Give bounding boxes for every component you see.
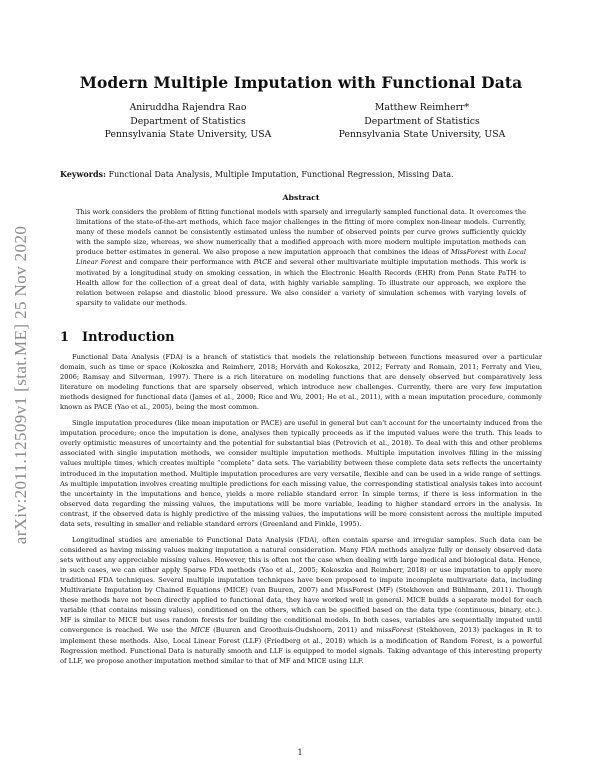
- keywords: [60, 169, 542, 180]
- author-university: Pennsylvania State University, USA: [338, 129, 506, 140]
- arxiv-identifier: [6, 200, 36, 570]
- introduction-body: [60, 352, 542, 671]
- pace-term: PACE: [253, 258, 273, 267]
- author-department: Department of Statistics: [130, 115, 246, 127]
- keywords-label: Keywords:: [60, 169, 107, 179]
- paragraph: Functional Data Analysis (FDA) is a branch of statistics that models the relationship between functions measured over a particular domain, such as time or space (Kokoszka and Reimherr, 2018; Horváth and Kokoszka, 2012; Ferraty and Romain, 2011; Ferraty and Vieu, 2006; Ramsay and Silverman, 1997). There is a rich literature on modeling functions that are densely observed but comparatively less literature on modeling functions that are sparsely observed, which introduce new challenges. Currently, there are very few imputation methods designed for functional data (James et al., 2000; Rice and Wu, 2001; He et al., 2011), with a mean imputation procedure, commonly known as PACE (Yao et al., 2005), being the most common.: [60, 353, 542, 412]
- section-title: Introduction: [82, 330, 175, 345]
- paper-title: Modern Multiple Imputation with Functional Data: [79, 73, 523, 92]
- keywords-text: Functional Data Analysis, Multiple Imputation, Functional Regression, Missing Data.: [108, 170, 454, 179]
- author-name: Aniruddha Rajendra Rao: [129, 102, 247, 113]
- abstract-heading: Abstract: [282, 193, 320, 202]
- missforest-package-term: missForest: [376, 626, 413, 635]
- arxiv-id-text: arXiv:2011.12509v1 [stat.ME] 25 Nov 2020: [11, 225, 30, 545]
- missforest-term: MissForest: [450, 248, 488, 257]
- paragraph: Longitudinal studies are amenable to Functional Data Analysis (FDA), often contain sparse and irregular samples. Such data can be considered as having missing values making imputation a natural consideration. Many FDA methods analyze fully or densely observed data sets without any appreciable missing values. However, this is often not the case when dealing with large medical and biological data. Hence, in such cases, we can either apply Sparse FDA methods (Yao et al., 2005; Kokoszka and Reimherr, 2018) or use imputation to apply more traditional FDA techniques. Several multiple imputation techniques have been proposed to impute incomplete multivariate data, including Multivariate Imputation by Chained Equations (MICE) (van Buuren, 2007) and MissForest (MF) (Stekhoven and Bühlmann, 2011). Though these methods have not been directly applied to functional data, they have worked well in general. MICE builds a separate model for each variable (that contains missing values), conditioned on the others, which can be specified based on the data type (continuous, binary, etc.). MF is similar to MICE but uses random forests for building the conditional models. In both cases, variables are sequentially imputed until convergence is reached. We use the MICE (Buuren and Groothuis-Oudshoorn, 2011) and missForest (Stekhoven, 2013) packages in R to implement these methods. Also, Local Linear Forest (LLF) (Friedberg et al., 2018) which is a modification of Random Forest, is a powerful Regression method. Functional Data is naturally smooth and LLF is equipped to model signals. Taking advantage of this interesting property of LLF, we propose another imputation method similar to that of MF and MICE using LLF.: [60, 535, 542, 665]
- author-name: Matthew Reimherr*: [374, 102, 470, 113]
- page-number: 1: [297, 748, 303, 757]
- mice-term: MICE: [190, 626, 210, 635]
- author-2: [322, 101, 522, 142]
- abstract-text: This work considers the problem of fitting functional models with sparsely and irregularly sampled functional data. It overcomes the limitations of the state-of-the-art methods, which face major challenges in the fitting of more complex non-linear models. Currently, many of these models cannot be consistently estimated unless the number of observed points per curve grows sufficiently quickly with the sample size, whereas, we show numerically that a modified approach with more modern multiple imputation methods can produce better estimates in general. We also propose a new imputation approach that combines the ideas of MissForest with Local Linear Forest and compare their performance with PACE and several other multivariate multiple imputation methods. This work is motivated by a longitudinal study on smoking cessation, in which the Electronic Health Records (EHR) from Penn State PaTH to Health allow for the collection of a great deal of data, with highly variable sampling. To illustrate our approach, we explore the relation between relapse and diastolic blood pressure. We also consider a variety of simulation schemes with varying levels of sparsity to validate our methods.: [76, 208, 526, 307]
- llf-term: Local Linear Forest: [76, 248, 526, 267]
- author-department: Department of Statistics: [364, 115, 480, 127]
- paragraph: Single imputation procedures (like mean imputation or PACE) are useful in general but can't account for the uncertainty induced from the imputation procedure; once the imputation is done, analyses then typically proceeds as if the imputed values were the truth. This leads to overly optimistic measures of uncertainty and the potential for substantial bias (Petrovich et al., 2018). To deal with this and other problems associated with single imputation methods, we consider multiple imputation methods. Multiple imputation involves filling in the missing values multiple times, which creates multiple “complete” data sets. The variability between these complete data sets reflects the uncertainty introduced in the imputation method. Multiple imputation procedures are very versatile, flexible and can be used in a wide range of settings. As multiple imputation involves creating multiple predictions for each missing value, the corresponding statistical analysis takes into account the uncertainty in the imputations and hence, yields a more reliable standard error. In simple terms, if there is less information in the observed data regarding the missing values, the imputations will be more variable, leading to higher standard errors in the analysis. In contrast, if the observed data is highly predictive of the missing values, the imputations will be more consistent across the multiple imputed data sets, resulting in smaller and reliable standard errors (Greenland and Finkle, 1995).: [60, 419, 542, 528]
- section-heading: [60, 330, 542, 345]
- author-1: [88, 101, 288, 142]
- section-number: 1: [60, 330, 70, 345]
- author-university: Pennsylvania State University, USA: [104, 129, 272, 140]
